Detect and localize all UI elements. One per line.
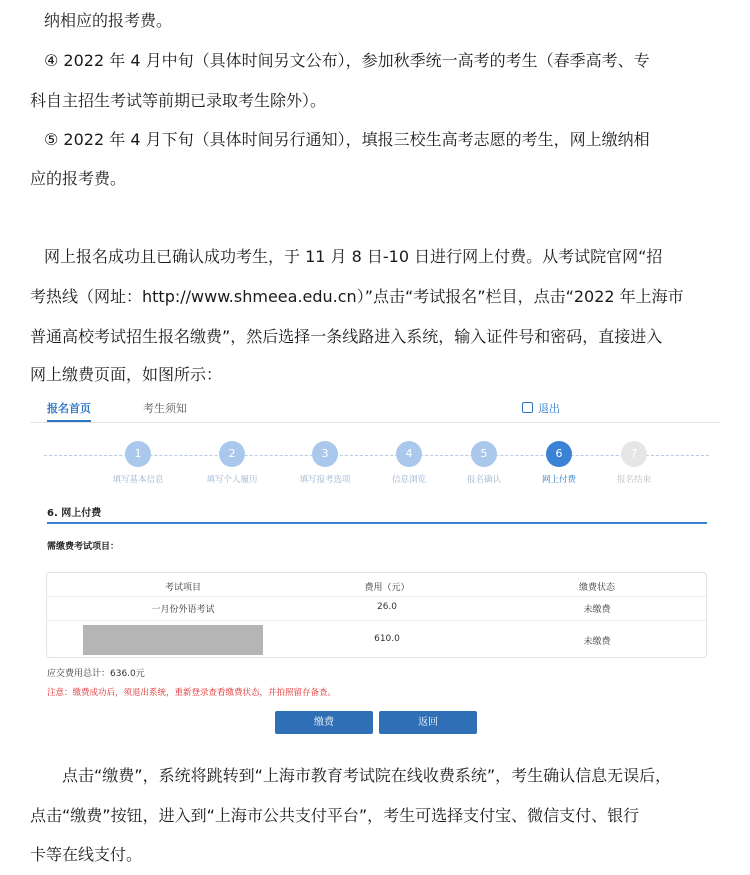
table-cell: 26.0 <box>376 602 398 612</box>
tab-instructions[interactable]: 考生须知 <box>143 402 187 415</box>
step-5 <box>449 441 519 485</box>
logout-button[interactable] <box>522 400 560 416</box>
total-fee: 应交费用总计：636.0元 <box>47 669 145 679</box>
text-line: 网上缴费页面，如图所示： <box>30 365 223 384</box>
logout-label: 退出 <box>538 402 560 415</box>
step-number: 4 <box>396 441 422 467</box>
step-label: 网上付费 <box>541 475 576 485</box>
step-1 <box>103 441 173 485</box>
back-button[interactable]: 返回 <box>379 711 477 734</box>
text-line: 普通高校考试招生报名缴费”，然后选择一条线路进入系统，输入证件号和密码，直接进入 <box>30 327 663 346</box>
step-label: 报名结束 <box>616 475 651 485</box>
step-number: 2 <box>219 441 245 467</box>
table-header: 费用（元） <box>364 583 410 593</box>
tab-home[interactable]: 报名首页 <box>47 402 91 415</box>
table-cell: 610.0 <box>374 634 400 644</box>
step-label: 填写个人履历 <box>206 475 258 485</box>
tab-bar <box>30 393 720 423</box>
table-cell: 未缴费 <box>583 637 611 647</box>
divider <box>47 596 706 597</box>
step-label: 填写报考选项 <box>299 475 351 485</box>
table-header: 考试项目 <box>164 583 201 593</box>
step-2 <box>197 441 267 485</box>
text-line: 应的报考费。 <box>30 169 127 188</box>
text-line: 纳相应的报考费。 <box>44 11 173 30</box>
step-number: 1 <box>125 441 151 467</box>
fee-items-heading: 需缴费考试项目： <box>47 542 120 552</box>
section-divider <box>47 522 707 524</box>
text-line: 科自主招生考试等前期已录取考生除外）。 <box>30 91 327 110</box>
table-cell: 一月份外语考试 <box>151 605 215 615</box>
progress-steps <box>30 441 720 487</box>
redacted-item-block <box>83 625 263 655</box>
step-4 <box>374 441 444 485</box>
payment-notice: 注意：缴费成功后，须退出系统，重新登录查看缴费状态，并拍照留存备查。 <box>47 688 337 698</box>
fee-table <box>46 572 707 658</box>
step-6 <box>524 441 594 485</box>
pay-button[interactable]: 缴费 <box>275 711 373 734</box>
step-number: 7 <box>621 441 647 467</box>
step-number: 5 <box>471 441 497 467</box>
text-line: ⑤ 2022 年 4 月下旬（具体时间另行通知），填报三校生高考志愿的考生，网上缴纳相 <box>44 130 650 149</box>
step-7 <box>599 441 669 485</box>
text-line: 考热线（网址：http://www.shmeea.edu.cn）”点击“考试报名”栏目，点击“2022 年上海市 <box>30 287 684 306</box>
text-line: 点击“缴费”，系统将跳转到“上海市教育考试院在线收费系统”，考生确认信息无误后， <box>62 766 672 785</box>
payment-page-screenshot <box>30 393 720 739</box>
section-title: 6. 网上付费 <box>47 508 102 519</box>
step-number: 3 <box>312 441 338 467</box>
divider <box>47 620 706 621</box>
logout-icon <box>522 402 533 413</box>
step-label: 信息浏览 <box>391 475 426 485</box>
text-line: 点击“缴费”按钮，进入到“上海市公共支付平台”，考生可选择支付宝、微信支付、银行 <box>30 806 640 825</box>
text-line: ④ 2022 年 4 月中旬（具体时间另文公布），参加秋季统一高考的考生（春季高考、专 <box>44 51 650 70</box>
text-line: 网上报名成功且已确认成功考生，于 11 月 8 日-10 日进行网上付费。从考试院官网“招 <box>44 247 663 266</box>
table-cell: 未缴费 <box>583 605 611 615</box>
step-3 <box>290 441 360 485</box>
divider <box>30 422 720 423</box>
text-line: 卡等在线支付。 <box>30 845 143 864</box>
table-header: 缴费状态 <box>578 583 615 593</box>
step-label: 填写基本信息 <box>112 475 164 485</box>
step-number: 6 <box>546 441 572 467</box>
step-label: 报名确认 <box>466 475 501 485</box>
